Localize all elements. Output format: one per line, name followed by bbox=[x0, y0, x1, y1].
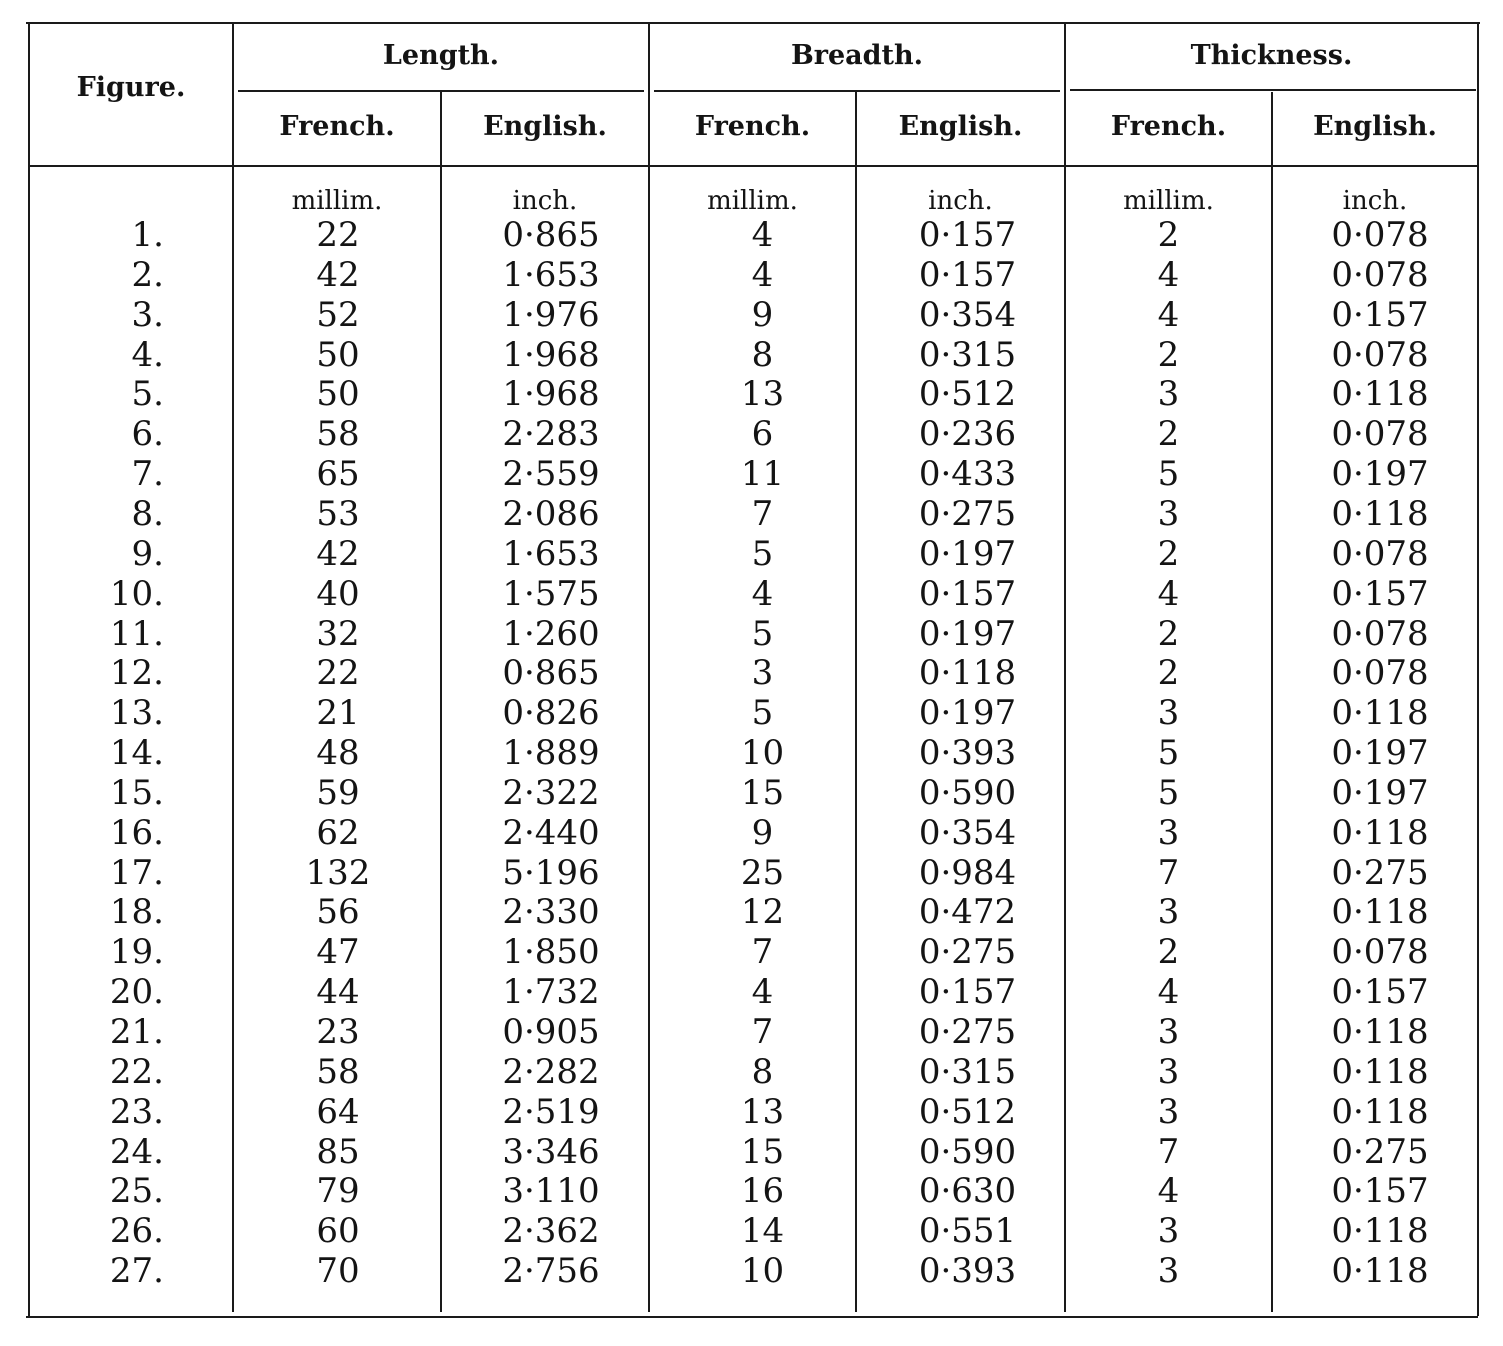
breadth-english-cell: 0·275 bbox=[918, 932, 1017, 972]
group-header-thickness: Thickness. bbox=[1190, 40, 1353, 71]
figure-cell: 20. bbox=[109, 972, 164, 1012]
breadth-french-cell: 13 bbox=[740, 374, 785, 414]
breadth-english-cell: 0·157 bbox=[918, 255, 1017, 295]
thickness-english-cell: 0·118 bbox=[1331, 693, 1429, 733]
breadth-french-cell: 5 bbox=[751, 693, 774, 733]
length-french-cell: 50 bbox=[316, 374, 360, 414]
breadth-english-cell: 0·236 bbox=[918, 414, 1017, 454]
length-french-cell: 21 bbox=[316, 693, 360, 733]
thickness-english-cell: 0·118 bbox=[1331, 1052, 1429, 1092]
length-french-cell: 50 bbox=[316, 335, 360, 375]
thickness-english-cell: 0·078 bbox=[1331, 255, 1429, 295]
figure-cell: 6. bbox=[131, 414, 164, 454]
thickness-french-cell: 4 bbox=[1157, 574, 1180, 614]
breadth-french-cell: 4 bbox=[751, 255, 774, 295]
figure-cell: 15. bbox=[109, 773, 164, 813]
thickness-french-cell: 3 bbox=[1157, 1211, 1180, 1251]
thickness-french-cell: 3 bbox=[1157, 892, 1180, 932]
breadth-english-cell: 0·433 bbox=[918, 454, 1017, 494]
length-english-cell: 2·440 bbox=[502, 813, 600, 853]
breadth-french-cell: 10 bbox=[740, 1251, 785, 1291]
unit-length-english: inch. bbox=[512, 186, 578, 216]
figure-cell: 27. bbox=[109, 1251, 164, 1291]
unit-thickness-english: inch. bbox=[1342, 186, 1408, 216]
group-underline-thickness bbox=[1070, 89, 1476, 91]
breadth-english-cell: 0·354 bbox=[918, 295, 1017, 335]
figure-cell: 22. bbox=[109, 1052, 164, 1092]
breadth-english-cell: 0·472 bbox=[918, 892, 1017, 932]
length-english-cell: 0·865 bbox=[502, 215, 600, 255]
thickness-french-cell: 4 bbox=[1157, 295, 1180, 335]
breadth-english-cell: 0·354 bbox=[918, 813, 1017, 853]
sub-header-breadth-english: English. bbox=[898, 111, 1023, 142]
figure-cell: 17. bbox=[109, 853, 164, 893]
length-french-cell: 70 bbox=[316, 1251, 360, 1291]
length-french-cell: 52 bbox=[316, 295, 360, 335]
thickness-english-cell: 0·157 bbox=[1331, 1171, 1429, 1211]
figure-cell: 23. bbox=[109, 1092, 164, 1132]
length-english-cell: 0·905 bbox=[502, 1012, 600, 1052]
breadth-english-cell: 0·315 bbox=[918, 1052, 1017, 1092]
length-french-cell: 60 bbox=[316, 1211, 360, 1251]
thickness-english-cell: 0·118 bbox=[1331, 374, 1429, 414]
thickness-french-cell: 5 bbox=[1157, 733, 1180, 773]
thickness-english-cell: 0·118 bbox=[1331, 1211, 1429, 1251]
length-french-cell: 62 bbox=[316, 813, 360, 853]
breadth-french-cell: 10 bbox=[740, 733, 785, 773]
thickness-english-cell: 0·275 bbox=[1331, 853, 1429, 893]
rule-thickness-split bbox=[1271, 92, 1273, 1312]
length-english-cell: 2·362 bbox=[502, 1211, 600, 1251]
sub-header-breadth-french: French. bbox=[694, 111, 811, 142]
length-french-cell: 58 bbox=[316, 414, 360, 454]
length-french-cell: 79 bbox=[316, 1171, 360, 1211]
breadth-french-cell: 16 bbox=[740, 1171, 785, 1211]
sub-header-thickness-english: English. bbox=[1313, 111, 1437, 142]
breadth-english-cell: 0·393 bbox=[918, 1251, 1017, 1291]
breadth-french-cell: 12 bbox=[740, 892, 785, 932]
length-french-cell: 32 bbox=[316, 614, 360, 654]
bottom-rule bbox=[26, 1316, 1478, 1318]
figure-cell: 19. bbox=[109, 932, 164, 972]
breadth-english-cell: 0·315 bbox=[918, 335, 1017, 375]
breadth-french-cell: 7 bbox=[751, 1012, 774, 1052]
length-french-cell: 44 bbox=[316, 972, 360, 1012]
thickness-english-cell: 0·118 bbox=[1331, 1092, 1429, 1132]
breadth-english-cell: 0·197 bbox=[918, 614, 1017, 654]
length-english-cell: 1·968 bbox=[502, 374, 600, 414]
breadth-french-cell: 6 bbox=[751, 414, 774, 454]
thickness-french-cell: 3 bbox=[1157, 494, 1180, 534]
figure-cell: 18. bbox=[109, 892, 164, 932]
thickness-french-cell: 7 bbox=[1157, 853, 1180, 893]
length-english-cell: 2·086 bbox=[502, 494, 600, 534]
unit-length-french: millim. bbox=[291, 186, 383, 216]
thickness-english-cell: 0·118 bbox=[1331, 1012, 1429, 1052]
length-french-cell: 58 bbox=[316, 1052, 360, 1092]
thickness-french-cell: 2 bbox=[1157, 414, 1180, 454]
breadth-french-cell: 3 bbox=[751, 653, 774, 693]
thickness-french-cell: 3 bbox=[1157, 1251, 1180, 1291]
thickness-french-cell: 3 bbox=[1157, 1052, 1180, 1092]
length-english-cell: 1·732 bbox=[502, 972, 600, 1012]
breadth-french-cell: 13 bbox=[740, 1092, 785, 1132]
figure-cell: 25. bbox=[109, 1171, 164, 1211]
length-english-cell: 3·346 bbox=[502, 1132, 600, 1172]
figure-cell: 11. bbox=[109, 614, 164, 654]
breadth-french-cell: 4 bbox=[751, 574, 774, 614]
figure-cell: 16. bbox=[109, 813, 164, 853]
breadth-french-cell: 25 bbox=[740, 853, 785, 893]
length-english-cell: 2·330 bbox=[502, 892, 600, 932]
figure-cell: 9. bbox=[131, 534, 164, 574]
breadth-french-cell: 7 bbox=[751, 932, 774, 972]
thickness-french-cell: 3 bbox=[1157, 693, 1180, 733]
breadth-english-cell: 0·275 bbox=[918, 1012, 1017, 1052]
figure-cell: 4. bbox=[131, 335, 164, 375]
thickness-french-cell: 4 bbox=[1157, 1171, 1180, 1211]
thickness-english-cell: 0·197 bbox=[1331, 733, 1429, 773]
thickness-french-cell: 3 bbox=[1157, 1092, 1180, 1132]
length-french-cell: 64 bbox=[316, 1092, 360, 1132]
length-french-cell: 47 bbox=[316, 932, 360, 972]
figure-header: Figure. bbox=[76, 72, 186, 103]
thickness-french-cell: 7 bbox=[1157, 1132, 1180, 1172]
thickness-french-cell: 2 bbox=[1157, 534, 1180, 574]
length-english-cell: 1·260 bbox=[502, 614, 600, 654]
figure-cell: 3. bbox=[131, 295, 164, 335]
breadth-french-cell: 4 bbox=[751, 972, 774, 1012]
length-french-cell: 53 bbox=[316, 494, 360, 534]
thickness-french-cell: 5 bbox=[1157, 454, 1180, 494]
breadth-french-cell: 15 bbox=[740, 773, 785, 813]
figure-cell: 21. bbox=[109, 1012, 164, 1052]
sub-header-length-english: English. bbox=[483, 111, 607, 142]
breadth-english-cell: 0·275 bbox=[918, 494, 1017, 534]
figure-cell: 14. bbox=[109, 733, 164, 773]
sub-header-length-french: French. bbox=[279, 111, 395, 142]
breadth-english-cell: 0·197 bbox=[918, 534, 1017, 574]
thickness-english-cell: 0·078 bbox=[1331, 653, 1429, 693]
breadth-english-cell: 0·157 bbox=[918, 972, 1017, 1012]
unit-thickness-french: millim. bbox=[1123, 186, 1214, 216]
thickness-french-cell: 2 bbox=[1157, 335, 1180, 375]
figure-cell: 7. bbox=[131, 454, 164, 494]
breadth-english-cell: 0·551 bbox=[918, 1211, 1017, 1251]
thickness-french-cell: 2 bbox=[1157, 215, 1180, 255]
thickness-english-cell: 0·157 bbox=[1331, 972, 1429, 1012]
length-english-cell: 5·196 bbox=[502, 853, 600, 893]
thickness-french-cell: 2 bbox=[1157, 653, 1180, 693]
length-french-cell: 42 bbox=[316, 255, 360, 295]
length-english-cell: 1·653 bbox=[502, 255, 600, 295]
breadth-french-cell: 8 bbox=[751, 335, 774, 375]
length-english-cell: 1·889 bbox=[502, 733, 600, 773]
rule-after-figure bbox=[232, 22, 234, 1312]
length-french-cell: 85 bbox=[316, 1132, 360, 1172]
length-english-cell: 0·865 bbox=[502, 653, 600, 693]
length-french-cell: 59 bbox=[316, 773, 360, 813]
length-english-cell: 2·756 bbox=[502, 1251, 600, 1291]
thickness-french-cell: 5 bbox=[1157, 773, 1180, 813]
breadth-french-cell: 9 bbox=[751, 295, 774, 335]
thickness-english-cell: 0·078 bbox=[1331, 932, 1429, 972]
figure-cell: 1. bbox=[131, 215, 164, 255]
breadth-french-cell: 5 bbox=[751, 614, 774, 654]
sub-header-thickness-french: French. bbox=[1110, 111, 1227, 142]
figure-cell: 24. bbox=[109, 1132, 164, 1172]
breadth-french-cell: 15 bbox=[740, 1132, 785, 1172]
breadth-english-cell: 0·590 bbox=[918, 1132, 1017, 1172]
figure-cell: 26. bbox=[109, 1211, 164, 1251]
length-french-cell: 56 bbox=[316, 892, 360, 932]
figure-cell: 10. bbox=[109, 574, 164, 614]
thickness-french-cell: 4 bbox=[1157, 255, 1180, 295]
thickness-english-cell: 0·078 bbox=[1331, 614, 1429, 654]
length-english-cell: 2·519 bbox=[502, 1092, 600, 1132]
breadth-french-cell: 7 bbox=[751, 494, 774, 534]
breadth-english-cell: 0·630 bbox=[918, 1171, 1017, 1211]
length-french-cell: 22 bbox=[316, 215, 360, 255]
length-english-cell: 1·968 bbox=[502, 335, 600, 375]
breadth-french-cell: 14 bbox=[740, 1211, 785, 1251]
thickness-english-cell: 0·118 bbox=[1331, 1251, 1429, 1291]
thickness-english-cell: 0·078 bbox=[1331, 335, 1429, 375]
length-english-cell: 1·976 bbox=[502, 295, 600, 335]
breadth-english-cell: 0·512 bbox=[918, 374, 1017, 414]
figure-cell: 5. bbox=[131, 374, 164, 414]
breadth-french-cell: 4 bbox=[751, 215, 774, 255]
breadth-french-cell: 11 bbox=[740, 454, 785, 494]
length-french-cell: 65 bbox=[316, 454, 360, 494]
length-english-cell: 3·110 bbox=[502, 1171, 600, 1211]
group-header-breadth: Breadth. bbox=[790, 40, 924, 71]
top-rule bbox=[26, 22, 1480, 24]
breadth-french-cell: 9 bbox=[751, 813, 774, 853]
length-french-cell: 42 bbox=[316, 534, 360, 574]
breadth-french-cell: 5 bbox=[751, 534, 774, 574]
breadth-english-cell: 0·512 bbox=[918, 1092, 1017, 1132]
length-french-cell: 23 bbox=[316, 1012, 360, 1052]
length-english-cell: 1·653 bbox=[502, 534, 600, 574]
thickness-french-cell: 2 bbox=[1157, 932, 1180, 972]
thickness-english-cell: 0·118 bbox=[1331, 494, 1429, 534]
thickness-french-cell: 3 bbox=[1157, 1012, 1180, 1052]
unit-breadth-french: millim. bbox=[707, 186, 798, 216]
thickness-english-cell: 0·078 bbox=[1331, 215, 1429, 255]
group-underline-breadth bbox=[654, 90, 1060, 92]
length-french-cell: 40 bbox=[316, 574, 360, 614]
thickness-english-cell: 0·078 bbox=[1331, 414, 1429, 454]
length-english-cell: 0·826 bbox=[502, 693, 600, 733]
thickness-english-cell: 0·118 bbox=[1331, 892, 1429, 932]
thickness-english-cell: 0·197 bbox=[1331, 454, 1429, 494]
breadth-english-cell: 0·590 bbox=[918, 773, 1017, 813]
breadth-english-cell: 0·197 bbox=[918, 693, 1017, 733]
thickness-english-cell: 0·078 bbox=[1331, 534, 1429, 574]
thickness-french-cell: 2 bbox=[1157, 614, 1180, 654]
figure-cell: 2. bbox=[131, 255, 164, 295]
figure-cell: 8. bbox=[131, 494, 164, 534]
thickness-french-cell: 4 bbox=[1157, 972, 1180, 1012]
thickness-english-cell: 0·157 bbox=[1331, 574, 1429, 614]
thickness-english-cell: 0·275 bbox=[1331, 1132, 1429, 1172]
header-rule bbox=[30, 165, 1478, 167]
length-english-cell: 1·575 bbox=[502, 574, 600, 614]
length-french-cell: 48 bbox=[316, 733, 360, 773]
figure-cell: 12. bbox=[109, 653, 164, 693]
group-header-length: Length. bbox=[382, 40, 500, 71]
thickness-english-cell: 0·197 bbox=[1331, 773, 1429, 813]
thickness-english-cell: 0·157 bbox=[1331, 295, 1429, 335]
length-english-cell: 2·283 bbox=[502, 414, 600, 454]
breadth-french-cell: 8 bbox=[751, 1052, 774, 1092]
breadth-english-cell: 0·393 bbox=[918, 733, 1017, 773]
length-english-cell: 2·282 bbox=[502, 1052, 600, 1092]
length-french-cell: 22 bbox=[316, 653, 360, 693]
breadth-english-cell: 0·118 bbox=[918, 653, 1017, 693]
length-english-cell: 1·850 bbox=[502, 932, 600, 972]
figure-cell: 13. bbox=[109, 693, 164, 733]
rule-length-split bbox=[440, 92, 442, 1312]
thickness-english-cell: 0·118 bbox=[1331, 813, 1429, 853]
length-french-cell: 132 bbox=[305, 853, 371, 893]
thickness-french-cell: 3 bbox=[1157, 813, 1180, 853]
length-english-cell: 2·322 bbox=[502, 773, 600, 813]
thickness-french-cell: 3 bbox=[1157, 374, 1180, 414]
breadth-english-cell: 0·157 bbox=[918, 215, 1017, 255]
unit-breadth-english: inch. bbox=[928, 186, 993, 216]
breadth-english-cell: 0·157 bbox=[918, 574, 1017, 614]
length-english-cell: 2·559 bbox=[502, 454, 600, 494]
breadth-english-cell: 0·984 bbox=[918, 853, 1017, 893]
